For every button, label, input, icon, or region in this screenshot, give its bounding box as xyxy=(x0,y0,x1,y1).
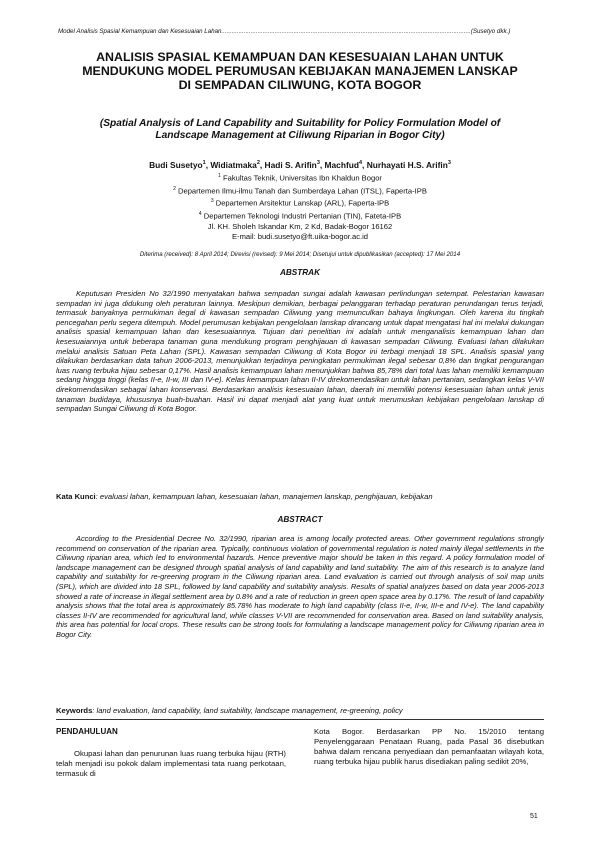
running-header-left: Model Analisis Spasial Kemampuan dan Kesesuaian Lahan xyxy=(58,28,222,35)
body-column-left xyxy=(56,727,286,779)
author: Budi Susetyo$^1$ xyxy=(149,160,206,170)
kata-kunci xyxy=(56,492,544,502)
keywords-label: Keywords xyxy=(56,706,93,715)
author: Machfud$^4$ xyxy=(324,160,363,170)
author: Nurhayati H.S. Arifin$^3$ xyxy=(366,160,451,170)
subtitle-line: Landscape Management at Ciliwung Riparian in Bogor City) xyxy=(155,130,445,141)
submission-dates: Diterima (received): 8 April 2014; Direvisi (revised): 9 Mei 2014; Disetujui untuk dipublikasikan (accepted): 17 Mei 2014 xyxy=(139,251,461,258)
email: E-mail: budi.susetyo@ft.uika-bogor.ac.id xyxy=(231,232,369,242)
affiliation: $^1$ Fakultas Teknik, Universitas Ibn Khaldun Bogor xyxy=(218,173,382,183)
section-heading: PENDAHULUAN xyxy=(56,727,118,736)
affiliation: $^4$ Departemen Teknologi Industri Pertanian (TIN), Fateta-IPB xyxy=(198,211,402,221)
affiliations xyxy=(60,171,540,242)
title-line: MENDUKUNG MODEL PERUMUSAN KEBIJAKAN MANAJEMEN LANSKAP xyxy=(82,64,518,78)
title-line: ANALISIS SPASIAL KEMAMPUAN DAN KESESUAIAN LAHAN UNTUK xyxy=(96,50,504,64)
running-header-right: (Susetyo dkk.) xyxy=(470,28,511,35)
abstract-text xyxy=(56,534,544,640)
kata-kunci-text: : evaluasi lahan, kemampuan lahan, kesesuaian lahan, manajemen lanskap, penghijauan, kebijakan xyxy=(95,492,433,501)
abstract-paragraph: According to the Presidential Decree No. 32/1990, riparian area is among locally protected areas. Other government regulations strongly recommend on conservation of the riparian area. Typically, continuous violation of governmental regulation is noted mainly illegal settlements in the Ciliwung riparian area, which led to environmental hazards. Hence preventive major should be taken in this regard. A policy formulation model of landscape management can be designed through spatial analysis of land capability and land suitability. The aim of this research is to analyze land capability and suitability for re-greening program in the Ciliwung riparian area. Land evaluation is carried out through analysis of soil map units (SPL), which are divided into 18 SPL, followed by land capability and suitability analysis. Results of spatial analyzes based on data year 2006-2013 showed a rate of increase in illegal settlement area by 0.8% and a rate of reduction in green open space area by 0.17%. The result of land capability analysis shows that the total area is approximately 85.78% has moderate to high land capability (class II-e, II-w, III-e and IV-e). The land capability classes II-IV are recommended for agricultural land, while classes V-VII are recommended for conservation area. Based on land suitability analysis, this area has potential for local crops. These results can be strong tools for formulating a landscape management policy for Ciliwung riparian area in Bogor City. xyxy=(56,534,544,639)
leader-dots: ................................................................................................................................................. xyxy=(221,28,471,35)
author: Widiatmaka$^2$ xyxy=(210,160,260,170)
kata-kunci-label: Kata Kunci xyxy=(56,492,96,501)
running-header xyxy=(58,28,550,35)
subtitle-line: (Spatial Analysis of Land Capability and Suitability for Policy Formulation Model of xyxy=(99,118,501,129)
body-column-right xyxy=(314,727,544,767)
affiliation: $^3$ Departemen Arsitektur Lanskap (ARL), Faperta-IPB xyxy=(210,198,390,208)
abstrak-paragraph: Keputusan Presiden No 32/1990 menyatakan bahwa sempadan sungai adalah kawasan perlindungan setempat. Pelestarian kawasan sempadan ini juga didukung oleh peraturan lainnya. Meskipun demikian, berbagai pelanggaran terhadap peraturan perundangan terus terjadi, termasuk banyaknya permukiman ilegal di kawasan sempadan Ciliwung yang memunculkan bahaya lingkungan. Oleh karena itu tingkah pencegahan perlu segera ditempuh. Model perumusan kebijakan pengelolaan lanskap dirancang untuk dapat mengatasi hal ini melalui dukungan analisis spasial kemampuan lahan dan kesesuaiannya. Tujuan dari penelitian ini adalah untuk menganalisis kemampuan lahan dan kesesuaiannya untuk beberapa tanaman guna mendukung program penghijauan di kawasan sempadan Ciliwung. Evaluasi lahan dilakukan melalui analisis Satuan Peta Lahan (SPL). Kawasan sempadan Ciliwung di Kota Bogor ini terbagi menjadi 18 SPL. Analisis spasial yang dilakukan berdasarkan data tahun 2006-2013, menunjukkan terjadinya peningkatan permukiman ilegal sebesar 0,8% dan tingkat pengurangan luas ruang terbuka hijau sebesar 0,17%. Hasil analisis kemampuan lahan menunjukkan bahwa 85,78% dari total luas lahan memiliki kemampuan sedang hingga tinggi (kelas II-e, II-w, III dan IV-e). Kelas kemampuan lahan II-IV direkomendasikan untuk lahan pertanian, sedangkan kelas V-VII direkomendasikan sebagai lahan konservasi. Berdasarkan analisis kesesuaian lahan, daerah ini memiliki potensi kesesuaian lahan untuk jenis tanaman budidaya, khususnya buah-buahan. Hasil ini dapat menjadi alat yang kuat untuk merumuskan kebijakan pengelolaan lanskap di sempadan Sungai Ciliwung di Kota Bogor. xyxy=(56,289,544,414)
affiliation: $^2$ Departemen Ilmu-ilmu Tanah dan Sumberdaya Lahan (ITSL), Faperta-IPB xyxy=(173,185,427,196)
paper-title xyxy=(50,50,550,92)
author: Hadi S. Arifin$^3$ xyxy=(264,160,320,170)
title-line: DI SEMPADAN CILIWUNG, KOTA BOGOR xyxy=(178,78,422,92)
address: Jl. KH. Sholeh Iskandar Km, 2 Kd, Badak-Bogor 16162 xyxy=(207,221,393,231)
abstract-heading: ABSTRACT xyxy=(277,515,323,524)
paper-subtitle xyxy=(55,118,545,142)
author-list: Budi Susetyo$^1$, Widiatmaka$^2$, Hadi S. Arifin$^3$, Machfud$^4$, Nurhayati H.S. Arifin$^3$ xyxy=(149,160,451,170)
body-paragraph: Okupasi lahan dan penurunan luas ruang terbuka hijau (RTH) telah menjadi isu pokok dalam implementasi tata ruang perkotaan, termasuk di xyxy=(56,749,286,778)
page-number: 51 xyxy=(530,813,538,820)
keywords-text: : land evaluation, land capability, land suitability, landscape management, re-greening, policy xyxy=(92,706,403,715)
keywords xyxy=(56,706,544,716)
divider xyxy=(56,719,544,720)
abstrak-heading: ABSTRAK xyxy=(279,268,321,277)
abstrak-text xyxy=(56,289,544,414)
body-paragraph: Kota Bogor. Berdasarkan PP No. 15/2010 tentang Penyelenggaraan Penataan Ruang, pada Pasal 36 disebutkan bahwa dalam rencana penyediaan dan pemanfaatan wilayah kota, ruang terbuka hijau publik harus disediakan paling sedikit 20%, xyxy=(314,727,544,766)
